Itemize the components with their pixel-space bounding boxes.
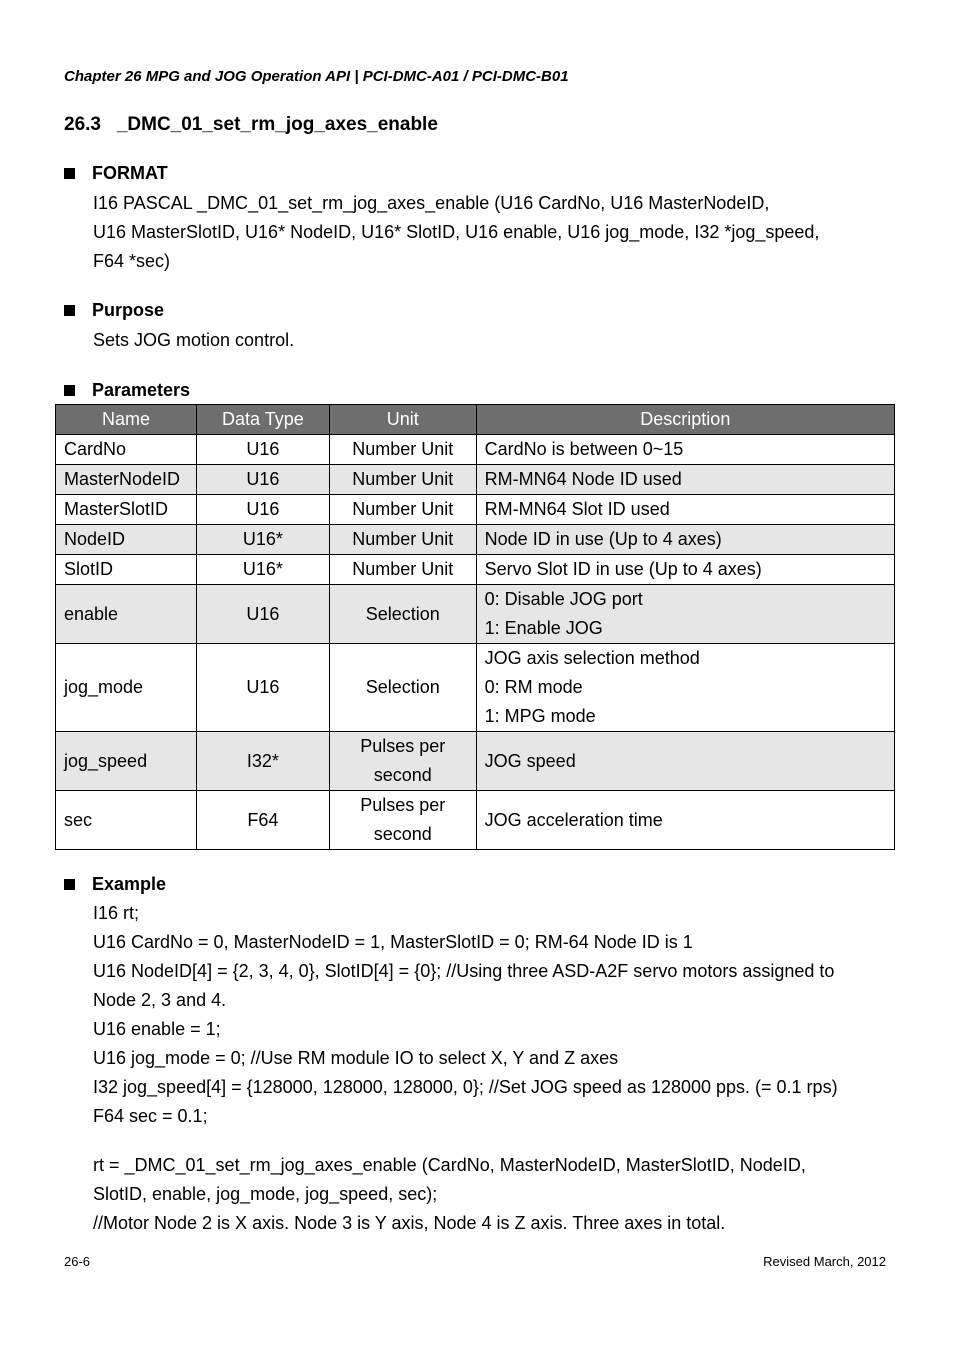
- param-type-cell: F64: [196, 791, 329, 850]
- table-row: [56, 495, 895, 525]
- parameters-table: [55, 404, 895, 850]
- example-line: U16 CardNo = 0, MasterNodeID = 1, MasterSlotID = 0; RM-64 Node ID is 1: [93, 932, 693, 952]
- param-unit-cell: Number Unit: [329, 435, 476, 465]
- parameters-heading: [64, 380, 190, 401]
- param-name-cell: enable: [56, 585, 197, 644]
- example-line: U16 enable = 1;: [93, 1019, 221, 1039]
- param-type-cell: U16: [196, 585, 329, 644]
- param-description-cell: RM-MN64 Node ID used: [476, 465, 894, 495]
- column-header-description: Description: [476, 405, 894, 435]
- square-bullet-icon: [64, 168, 75, 179]
- column-header-data-type: Data Type: [196, 405, 329, 435]
- param-unit-cell: Number Unit: [329, 525, 476, 555]
- param-name-cell: NodeID: [56, 525, 197, 555]
- param-description-cell: Servo Slot ID in use (Up to 4 axes): [476, 555, 894, 585]
- example-code: [93, 899, 838, 1131]
- parameters-heading-label: Parameters: [92, 380, 191, 400]
- param-unit-cell: Selection: [329, 585, 476, 644]
- param-type-cell: U16: [196, 465, 329, 495]
- example-line: I32 jog_speed[4] = {128000, 128000, 128000, 0}; //Set JOG speed as 128000 pps. (= 0.1 rps): [93, 1077, 838, 1097]
- param-type-cell: U16*: [196, 525, 329, 555]
- table-row: [56, 435, 895, 465]
- param-type-cell: U16: [196, 644, 329, 732]
- square-bullet-icon: [64, 385, 75, 396]
- table-row: [56, 525, 895, 555]
- param-name-cell: MasterNodeID: [56, 465, 197, 495]
- table-row: [56, 465, 895, 495]
- param-description-cell: RM-MN64 Slot ID used: [476, 495, 894, 525]
- purpose-heading: [64, 300, 164, 321]
- column-header-name: Name: [56, 405, 197, 435]
- revision-date: Revised March, 2012: [763, 1254, 886, 1269]
- param-unit-cell: Selection: [329, 644, 476, 732]
- param-name-cell: jog_mode: [56, 644, 197, 732]
- example-heading-label: Example: [92, 874, 167, 894]
- table-row: [56, 585, 895, 644]
- format-heading: [64, 163, 168, 184]
- section-function-name: _DMC_01_set_rm_jog_axes_enable: [116, 114, 438, 135]
- format-line: F64 *sec): [93, 251, 171, 271]
- param-type-cell: U16*: [196, 555, 329, 585]
- example-line: U16 NodeID[4] = {2, 3, 4, 0}, SlotID[4] = {0}; //Using three ASD-A2F servo motors assigned to: [93, 961, 835, 981]
- format-heading-label: FORMAT: [92, 163, 168, 183]
- param-name-cell: sec: [56, 791, 197, 850]
- page-header: Chapter 26 MPG and JOG Operation API | PCI-DMC-A01 / PCI-DMC-B01: [64, 68, 569, 85]
- param-name-cell: jog_speed: [56, 732, 197, 791]
- param-description-cell: JOG axis selection method 0: RM mode 1: MPG mode: [476, 644, 894, 732]
- page-number: 26-6: [64, 1254, 91, 1269]
- param-unit-cell: Number Unit: [329, 465, 476, 495]
- table-row: [56, 791, 895, 850]
- param-unit-cell: Pulses per second: [329, 791, 476, 850]
- param-type-cell: I32*: [196, 732, 329, 791]
- param-description-cell: JOG acceleration time: [476, 791, 894, 850]
- format-line: I16 PASCAL _DMC_01_set_rm_jog_axes_enable (U16 CardNo, U16 MasterNodeID,: [93, 193, 770, 213]
- format-body: [93, 189, 819, 276]
- purpose-body: [93, 326, 294, 355]
- param-name-cell: MasterSlotID: [56, 495, 197, 525]
- param-description-cell: 0: Disable JOG port 1: Enable JOG: [476, 585, 894, 644]
- example-line: //Motor Node 2 is X axis. Node 3 is Y axis, Node 4 is Z axis. Three axes in total.: [93, 1213, 726, 1233]
- param-unit-cell: Number Unit: [329, 555, 476, 585]
- format-line: U16 MasterSlotID, U16* NodeID, U16* SlotID, U16 enable, U16 jog_mode, I32 *jog_speed,: [93, 222, 820, 242]
- table-header-row: [56, 405, 895, 435]
- example-heading: [64, 874, 166, 895]
- example-line: U16 jog_mode = 0; //Use RM module IO to select X, Y and Z axes: [93, 1048, 619, 1068]
- purpose-heading-label: Purpose: [92, 300, 165, 320]
- example-line: SlotID, enable, jog_mode, jog_speed, sec);: [93, 1184, 438, 1204]
- param-description-cell: Node ID in use (Up to 4 axes): [476, 525, 894, 555]
- param-description-cell: CardNo is between 0~15: [476, 435, 894, 465]
- section-title: [64, 114, 438, 136]
- param-type-cell: U16: [196, 435, 329, 465]
- column-header-unit: Unit: [329, 405, 476, 435]
- param-name-cell: CardNo: [56, 435, 197, 465]
- param-name-cell: SlotID: [56, 555, 197, 585]
- purpose-text: Sets JOG motion control.: [93, 330, 295, 350]
- table-row: [56, 644, 895, 732]
- example-call: [93, 1151, 806, 1238]
- example-line: I16 rt;: [93, 903, 140, 923]
- example-line: Node 2, 3 and 4.: [93, 990, 227, 1010]
- section-number: 26.3: [64, 114, 101, 135]
- param-unit-cell: Number Unit: [329, 495, 476, 525]
- param-unit-cell: Pulses per second: [329, 732, 476, 791]
- param-type-cell: U16: [196, 495, 329, 525]
- table-row: [56, 732, 895, 791]
- param-description-cell: JOG speed: [476, 732, 894, 791]
- square-bullet-icon: [64, 305, 75, 316]
- example-line: F64 sec = 0.1;: [93, 1106, 208, 1126]
- example-line: rt = _DMC_01_set_rm_jog_axes_enable (CardNo, MasterNodeID, MasterSlotID, NodeID,: [93, 1155, 806, 1175]
- table-row: [56, 555, 895, 585]
- parameters-table-body: [56, 435, 895, 850]
- square-bullet-icon: [64, 879, 75, 890]
